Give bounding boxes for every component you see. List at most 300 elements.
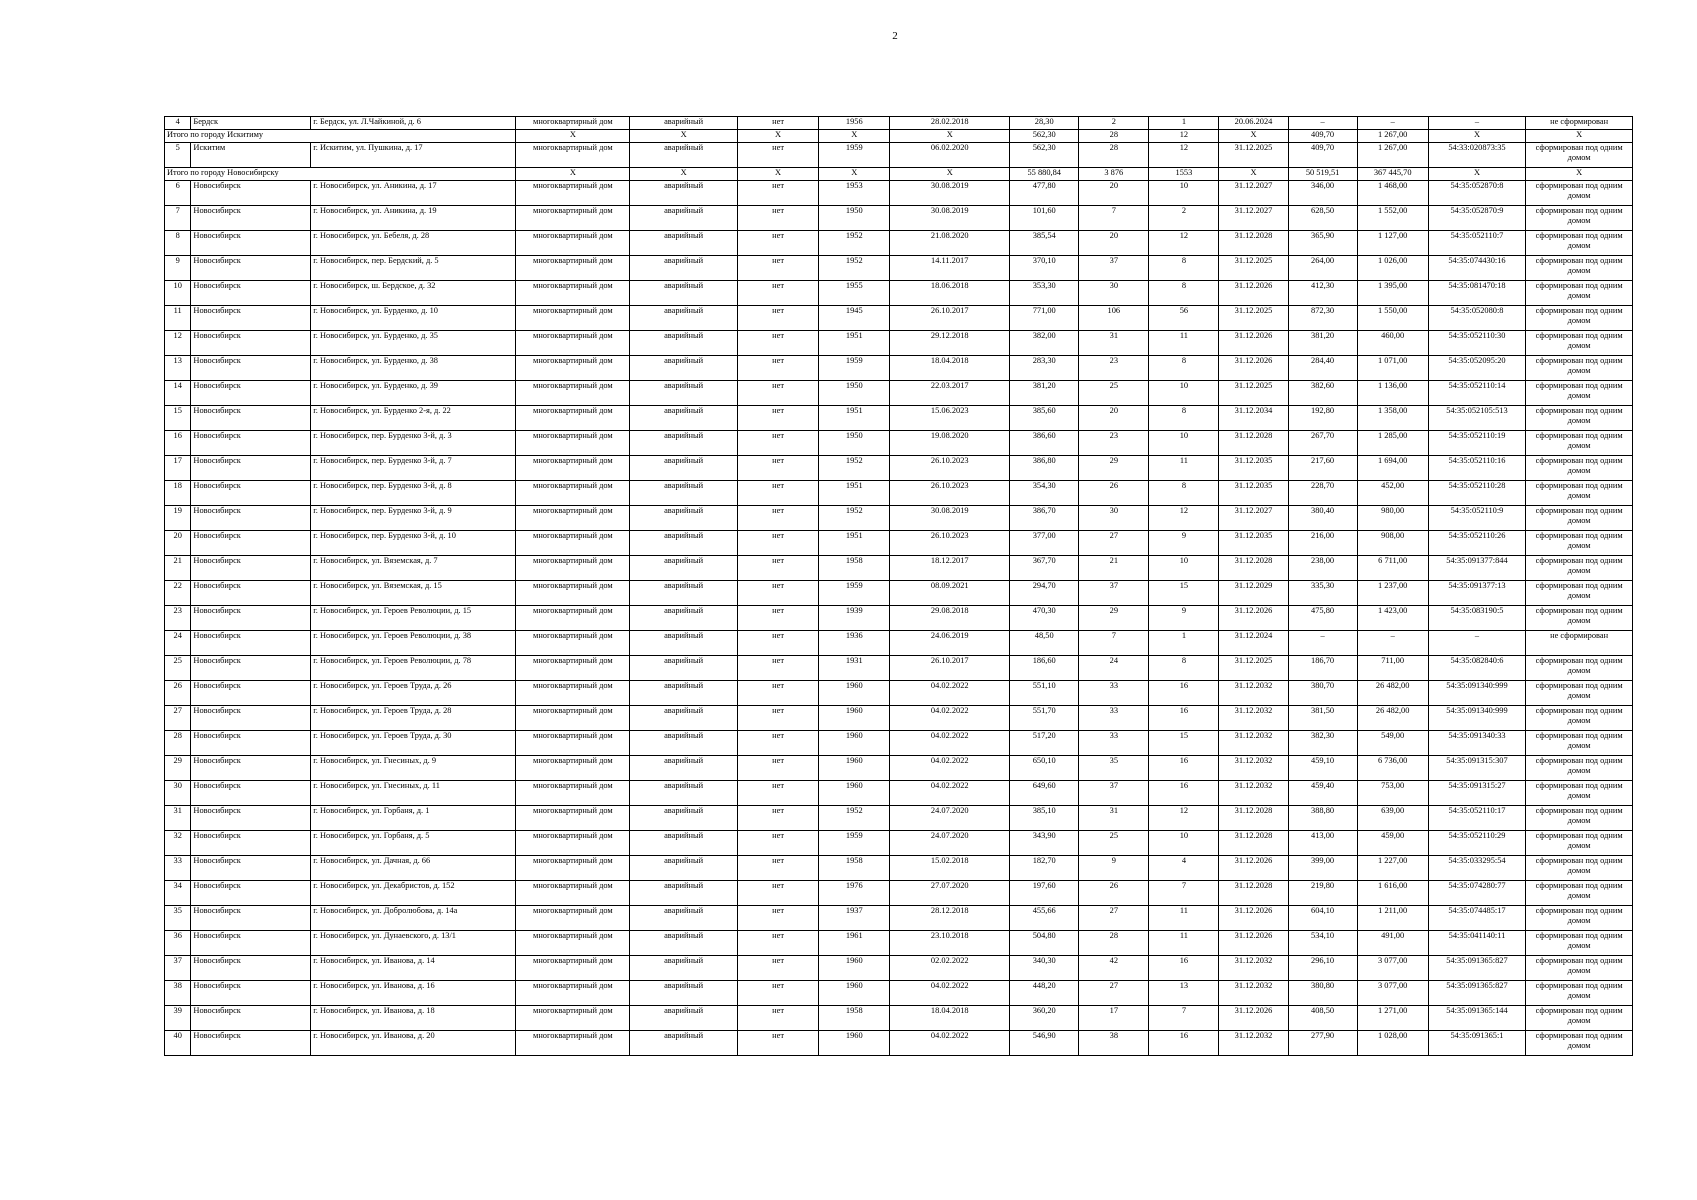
building-type-cell: многоквартирный дом: [516, 331, 630, 356]
value2-cell: 1 395,00: [1357, 281, 1428, 306]
value2-cell: 1 028,00: [1357, 1031, 1428, 1056]
residents-cell: 30: [1079, 281, 1149, 306]
building-type-cell: многоквартирный дом: [516, 431, 630, 456]
flag-cell: нет: [737, 306, 818, 331]
housing-table: [164, 116, 1633, 1056]
cadastral-number-cell: 54:35:052095:20: [1428, 356, 1526, 381]
condition-cell: X: [630, 168, 738, 181]
row-number: 34: [165, 881, 191, 906]
value2-cell: 1 237,00: [1357, 581, 1428, 606]
condition-cell: аварийный: [630, 306, 738, 331]
flag-cell: нет: [737, 981, 818, 1006]
city-cell: Новосибирск: [191, 656, 311, 681]
address-cell: г. Новосибирск, ул. Иванова, д. 18: [311, 1006, 516, 1031]
land-status-cell: сформирован под одним домом: [1526, 531, 1633, 556]
value2-cell: 1 616,00: [1357, 881, 1428, 906]
value2-cell: 1 026,00: [1357, 256, 1428, 281]
city-cell: Новосибирск: [191, 456, 311, 481]
row-number: 39: [165, 1006, 191, 1031]
building-type-cell: многоквартирный дом: [516, 306, 630, 331]
residents-cell: 3 876: [1079, 168, 1149, 181]
flag-cell: нет: [737, 831, 818, 856]
recognition-date-cell: 04.02.2022: [890, 1031, 1010, 1056]
city-cell: Новосибирск: [191, 206, 311, 231]
flag-cell: нет: [737, 356, 818, 381]
apartments-cell: 10: [1149, 831, 1219, 856]
table-row: [165, 256, 1633, 281]
recognition-date-cell: 04.02.2022: [890, 781, 1010, 806]
area-cell: 386,70: [1010, 506, 1079, 531]
area-cell: 649,60: [1010, 781, 1079, 806]
recognition-date-cell: 04.02.2022: [890, 681, 1010, 706]
value1-cell: 459,40: [1288, 781, 1357, 806]
value1-cell: 365,90: [1288, 231, 1357, 256]
land-status-cell: сформирован под одним домом: [1526, 831, 1633, 856]
residents-cell: 24: [1079, 656, 1149, 681]
year-cell: 1951: [819, 481, 890, 506]
land-status-cell: сформирован под одним домом: [1526, 931, 1633, 956]
row-number: 37: [165, 956, 191, 981]
land-status-cell: сформирован под одним домом: [1526, 231, 1633, 256]
apartments-cell: 11: [1149, 931, 1219, 956]
condition-cell: аварийный: [630, 906, 738, 931]
condition-cell: аварийный: [630, 506, 738, 531]
flag-cell: нет: [737, 456, 818, 481]
city-cell: Новосибирск: [191, 531, 311, 556]
cadastral-number-cell: X: [1428, 130, 1526, 143]
flag-cell: нет: [737, 806, 818, 831]
flag-cell: нет: [737, 331, 818, 356]
flag-cell: нет: [737, 606, 818, 631]
row-number: 26: [165, 681, 191, 706]
area-cell: 381,20: [1010, 381, 1079, 406]
land-status-cell: X: [1526, 168, 1633, 181]
building-type-cell: многоквартирный дом: [516, 681, 630, 706]
deadline-cell: 31.12.2032: [1219, 956, 1288, 981]
address-cell: г. Новосибирск, ул. Аникина, д. 17: [311, 181, 516, 206]
residents-cell: 35: [1079, 756, 1149, 781]
recognition-date-cell: 30.08.2019: [890, 506, 1010, 531]
apartments-cell: 9: [1149, 606, 1219, 631]
year-cell: X: [819, 130, 890, 143]
page-number: 2: [892, 30, 898, 42]
residents-cell: 27: [1079, 981, 1149, 1006]
address-cell: г. Новосибирск, ул. Вяземская, д. 15: [311, 581, 516, 606]
residents-cell: 33: [1079, 706, 1149, 731]
address-cell: г. Бердск, ул. Л.Чайкиной, д. 6: [311, 117, 516, 130]
address-cell: г. Новосибирск, пер. Бурденко 3-й, д. 10: [311, 531, 516, 556]
land-status-cell: сформирован под одним домом: [1526, 281, 1633, 306]
address-cell: г. Новосибирск, ул. Дачная, д. 66: [311, 856, 516, 881]
value2-cell: 491,00: [1357, 931, 1428, 956]
land-status-cell: сформирован под одним домом: [1526, 606, 1633, 631]
recognition-date-cell: 18.04.2018: [890, 356, 1010, 381]
flag-cell: нет: [737, 956, 818, 981]
building-type-cell: многоквартирный дом: [516, 506, 630, 531]
area-cell: 197,60: [1010, 881, 1079, 906]
deadline-cell: 31.12.2025: [1219, 381, 1288, 406]
address-cell: г. Новосибирск, ул. Иванова, д. 14: [311, 956, 516, 981]
apartments-cell: 16: [1149, 706, 1219, 731]
value2-cell: 1 285,00: [1357, 431, 1428, 456]
address-cell: г. Новосибирск, ул. Горбаня, д. 5: [311, 831, 516, 856]
value1-cell: –: [1288, 631, 1357, 656]
value1-cell: 381,20: [1288, 331, 1357, 356]
year-cell: 1959: [819, 143, 890, 168]
city-cell: Новосибирск: [191, 906, 311, 931]
area-cell: 182,70: [1010, 856, 1079, 881]
building-type-cell: многоквартирный дом: [516, 731, 630, 756]
apartments-cell: 1: [1149, 117, 1219, 130]
apartments-cell: 13: [1149, 981, 1219, 1006]
subtotal-label: Итого по городу Искитиму: [165, 130, 516, 143]
value1-cell: 346,00: [1288, 181, 1357, 206]
city-cell: Новосибирск: [191, 556, 311, 581]
row-number: 21: [165, 556, 191, 581]
land-status-cell: сформирован под одним домом: [1526, 881, 1633, 906]
city-cell: Искитим: [191, 143, 311, 168]
value1-cell: 604,10: [1288, 906, 1357, 931]
deadline-cell: 31.12.2035: [1219, 481, 1288, 506]
table-row: [165, 756, 1633, 781]
recognition-date-cell: 04.02.2022: [890, 756, 1010, 781]
area-cell: 386,80: [1010, 456, 1079, 481]
value1-cell: 382,30: [1288, 731, 1357, 756]
deadline-cell: 31.12.2032: [1219, 781, 1288, 806]
flag-cell: нет: [737, 1006, 818, 1031]
table-row: [165, 1006, 1633, 1031]
flag-cell: нет: [737, 281, 818, 306]
address-cell: г. Новосибирск, ул. Бурденко, д. 39: [311, 381, 516, 406]
value1-cell: 238,00: [1288, 556, 1357, 581]
deadline-cell: X: [1219, 168, 1288, 181]
land-status-cell: сформирован под одним домом: [1526, 481, 1633, 506]
condition-cell: аварийный: [630, 706, 738, 731]
value1-cell: 381,50: [1288, 706, 1357, 731]
land-status-cell: сформирован под одним домом: [1526, 981, 1633, 1006]
value2-cell: 1 227,00: [1357, 856, 1428, 881]
value2-cell: 980,00: [1357, 506, 1428, 531]
area-cell: 101,60: [1010, 206, 1079, 231]
deadline-cell: 31.12.2028: [1219, 806, 1288, 831]
area-cell: 360,20: [1010, 1006, 1079, 1031]
address-cell: г. Новосибирск, ш. Бердское, д. 32: [311, 281, 516, 306]
residents-cell: 38: [1079, 1031, 1149, 1056]
deadline-cell: 31.12.2025: [1219, 256, 1288, 281]
address-cell: г. Новосибирск, ул. Добролюбова, д. 14а: [311, 906, 516, 931]
apartments-cell: 11: [1149, 906, 1219, 931]
address-cell: г. Новосибирск, ул. Вяземская, д. 7: [311, 556, 516, 581]
row-number: 23: [165, 606, 191, 631]
residents-cell: 7: [1079, 206, 1149, 231]
area-cell: 385,60: [1010, 406, 1079, 431]
area-cell: 283,30: [1010, 356, 1079, 381]
recognition-date-cell: 18.06.2018: [890, 281, 1010, 306]
year-cell: 1959: [819, 831, 890, 856]
recognition-date-cell: 23.10.2018: [890, 931, 1010, 956]
land-status-cell: не сформирован: [1526, 631, 1633, 656]
city-cell: Новосибирск: [191, 281, 311, 306]
cadastral-number-cell: 54:35:033295:54: [1428, 856, 1526, 881]
flag-cell: нет: [737, 731, 818, 756]
cadastral-number-cell: 54:35:052110:29: [1428, 831, 1526, 856]
value2-cell: 1 694,00: [1357, 456, 1428, 481]
row-number: 28: [165, 731, 191, 756]
condition-cell: аварийный: [630, 431, 738, 456]
flag-cell: нет: [737, 906, 818, 931]
land-status-cell: сформирован под одним домом: [1526, 656, 1633, 681]
residents-cell: 29: [1079, 456, 1149, 481]
value2-cell: 1 423,00: [1357, 606, 1428, 631]
recognition-date-cell: 14.11.2017: [890, 256, 1010, 281]
deadline-cell: 31.12.2028: [1219, 556, 1288, 581]
year-cell: 1951: [819, 406, 890, 431]
residents-cell: 7: [1079, 631, 1149, 656]
address-cell: г. Новосибирск, ул. Иванова, д. 16: [311, 981, 516, 1006]
value1-cell: 277,90: [1288, 1031, 1357, 1056]
table-row: [165, 406, 1633, 431]
value2-cell: 1 552,00: [1357, 206, 1428, 231]
address-cell: г. Новосибирск, пер. Бердский, д. 5: [311, 256, 516, 281]
building-type-cell: многоквартирный дом: [516, 631, 630, 656]
row-number: 6: [165, 181, 191, 206]
land-status-cell: сформирован под одним домом: [1526, 143, 1633, 168]
condition-cell: аварийный: [630, 856, 738, 881]
land-status-cell: сформирован под одним домом: [1526, 906, 1633, 931]
address-cell: г. Новосибирск, ул. Героев Революции, д. 15: [311, 606, 516, 631]
table-row: [165, 306, 1633, 331]
recognition-date-cell: 02.02.2022: [890, 956, 1010, 981]
year-cell: 1960: [819, 706, 890, 731]
building-type-cell: многоквартирный дом: [516, 181, 630, 206]
area-cell: 546,90: [1010, 1031, 1079, 1056]
cadastral-number-cell: 54:35:091365:827: [1428, 956, 1526, 981]
row-number: 17: [165, 456, 191, 481]
recognition-date-cell: 26.10.2017: [890, 306, 1010, 331]
deadline-cell: 31.12.2035: [1219, 531, 1288, 556]
table-row: [165, 556, 1633, 581]
apartments-cell: 7: [1149, 881, 1219, 906]
value2-cell: –: [1357, 631, 1428, 656]
recognition-date-cell: X: [890, 130, 1010, 143]
value1-cell: 409,70: [1288, 130, 1357, 143]
recognition-date-cell: 24.07.2020: [890, 831, 1010, 856]
cadastral-number-cell: 54:35:081470:18: [1428, 281, 1526, 306]
apartments-cell: 8: [1149, 656, 1219, 681]
cadastral-number-cell: 54:35:083190:5: [1428, 606, 1526, 631]
deadline-cell: 31.12.2028: [1219, 431, 1288, 456]
year-cell: 1937: [819, 906, 890, 931]
deadline-cell: 31.12.2026: [1219, 931, 1288, 956]
residents-cell: 25: [1079, 831, 1149, 856]
area-cell: 385,10: [1010, 806, 1079, 831]
area-cell: 551,70: [1010, 706, 1079, 731]
row-number: 8: [165, 231, 191, 256]
address-cell: г. Новосибирск, ул. Бурденко, д. 35: [311, 331, 516, 356]
value1-cell: 382,60: [1288, 381, 1357, 406]
area-cell: 294,70: [1010, 581, 1079, 606]
table-body: [165, 117, 1633, 1056]
apartments-cell: 56: [1149, 306, 1219, 331]
city-cell: Бердск: [191, 117, 311, 130]
year-cell: 1931: [819, 656, 890, 681]
cadastral-number-cell: 54:35:052080:8: [1428, 306, 1526, 331]
year-cell: 1950: [819, 206, 890, 231]
building-type-cell: X: [516, 130, 630, 143]
value2-cell: 367 445,70: [1357, 168, 1428, 181]
deadline-cell: 31.12.2035: [1219, 456, 1288, 481]
residents-cell: 28: [1079, 931, 1149, 956]
recognition-date-cell: 28.02.2018: [890, 117, 1010, 130]
table-row: [165, 281, 1633, 306]
deadline-cell: 31.12.2029: [1219, 581, 1288, 606]
condition-cell: аварийный: [630, 756, 738, 781]
land-status-cell: сформирован под одним домом: [1526, 306, 1633, 331]
residents-cell: 20: [1079, 181, 1149, 206]
flag-cell: нет: [737, 1031, 818, 1056]
land-status-cell: сформирован под одним домом: [1526, 331, 1633, 356]
year-cell: 1976: [819, 881, 890, 906]
cadastral-number-cell: 54:35:052110:30: [1428, 331, 1526, 356]
flag-cell: нет: [737, 881, 818, 906]
cadastral-number-cell: 54:35:091340:33: [1428, 731, 1526, 756]
condition-cell: аварийный: [630, 406, 738, 431]
table-row: [165, 531, 1633, 556]
row-number: 18: [165, 481, 191, 506]
year-cell: 1936: [819, 631, 890, 656]
condition-cell: аварийный: [630, 356, 738, 381]
year-cell: 1958: [819, 856, 890, 881]
value2-cell: 452,00: [1357, 481, 1428, 506]
condition-cell: аварийный: [630, 956, 738, 981]
cadastral-number-cell: 54:35:091340:999: [1428, 681, 1526, 706]
condition-cell: аварийный: [630, 781, 738, 806]
value1-cell: 192,80: [1288, 406, 1357, 431]
flag-cell: нет: [737, 231, 818, 256]
year-cell: 1951: [819, 331, 890, 356]
apartments-cell: 16: [1149, 1031, 1219, 1056]
city-cell: Новосибирск: [191, 681, 311, 706]
city-cell: Новосибирск: [191, 931, 311, 956]
building-type-cell: многоквартирный дом: [516, 143, 630, 168]
table-row: [165, 331, 1633, 356]
value2-cell: 1 267,00: [1357, 143, 1428, 168]
table-row: [165, 781, 1633, 806]
area-cell: 48,50: [1010, 631, 1079, 656]
value2-cell: 1 468,00: [1357, 181, 1428, 206]
condition-cell: аварийный: [630, 117, 738, 130]
condition-cell: аварийный: [630, 731, 738, 756]
area-cell: 353,30: [1010, 281, 1079, 306]
row-number: 22: [165, 581, 191, 606]
cadastral-number-cell: 54:35:052110:19: [1428, 431, 1526, 456]
condition-cell: аварийный: [630, 281, 738, 306]
address-cell: г. Новосибирск, ул. Бурденко 2-я, д. 22: [311, 406, 516, 431]
recognition-date-cell: X: [890, 168, 1010, 181]
value1-cell: 872,30: [1288, 306, 1357, 331]
address-cell: г. Новосибирск, ул. Декабристов, д. 152: [311, 881, 516, 906]
residents-cell: 9: [1079, 856, 1149, 881]
recognition-date-cell: 24.07.2020: [890, 806, 1010, 831]
condition-cell: аварийный: [630, 381, 738, 406]
value1-cell: 399,00: [1288, 856, 1357, 881]
deadline-cell: 31.12.2032: [1219, 1031, 1288, 1056]
recognition-date-cell: 26.10.2023: [890, 456, 1010, 481]
land-status-cell: сформирован под одним домом: [1526, 681, 1633, 706]
cadastral-number-cell: X: [1428, 168, 1526, 181]
flag-cell: нет: [737, 481, 818, 506]
residents-cell: 33: [1079, 681, 1149, 706]
flag-cell: нет: [737, 181, 818, 206]
apartments-cell: 1553: [1149, 168, 1219, 181]
city-cell: Новосибирск: [191, 881, 311, 906]
flag-cell: нет: [737, 856, 818, 881]
row-number: 35: [165, 906, 191, 931]
deadline-cell: 31.12.2026: [1219, 356, 1288, 381]
apartments-cell: 10: [1149, 556, 1219, 581]
building-type-cell: многоквартирный дом: [516, 256, 630, 281]
residents-cell: 28: [1079, 130, 1149, 143]
residents-cell: 31: [1079, 331, 1149, 356]
land-status-cell: сформирован под одним домом: [1526, 581, 1633, 606]
row-number: 25: [165, 656, 191, 681]
year-cell: 1939: [819, 606, 890, 631]
residents-cell: 26: [1079, 481, 1149, 506]
land-status-cell: сформирован под одним домом: [1526, 956, 1633, 981]
address-cell: г. Новосибирск, пер. Бурденко 3-й, д. 3: [311, 431, 516, 456]
table-row: [165, 881, 1633, 906]
value2-cell: 6 736,00: [1357, 756, 1428, 781]
building-type-cell: многоквартирный дом: [516, 456, 630, 481]
building-type-cell: многоквартирный дом: [516, 556, 630, 581]
building-type-cell: многоквартирный дом: [516, 781, 630, 806]
condition-cell: аварийный: [630, 831, 738, 856]
cadastral-number-cell: 54:35:091340:999: [1428, 706, 1526, 731]
table-row: [165, 806, 1633, 831]
flag-cell: нет: [737, 631, 818, 656]
table-row: [165, 206, 1633, 231]
building-type-cell: многоквартирный дом: [516, 206, 630, 231]
condition-cell: аварийный: [630, 206, 738, 231]
deadline-cell: 31.12.2024: [1219, 631, 1288, 656]
residents-cell: 106: [1079, 306, 1149, 331]
land-status-cell: сформирован под одним домом: [1526, 181, 1633, 206]
apartments-cell: 16: [1149, 956, 1219, 981]
flag-cell: нет: [737, 506, 818, 531]
land-status-cell: сформирован под одним домом: [1526, 256, 1633, 281]
apartments-cell: 16: [1149, 756, 1219, 781]
land-status-cell: сформирован под одним домом: [1526, 506, 1633, 531]
address-cell: г. Новосибирск, ул. Гнесиных, д. 9: [311, 756, 516, 781]
land-status-cell: сформирован под одним домом: [1526, 706, 1633, 731]
city-cell: Новосибирск: [191, 606, 311, 631]
flag-cell: нет: [737, 781, 818, 806]
land-status-cell: сформирован под одним домом: [1526, 1031, 1633, 1056]
residents-cell: 37: [1079, 781, 1149, 806]
cadastral-number-cell: 54:35:074485:17: [1428, 906, 1526, 931]
cadastral-number-cell: 54:35:091377:13: [1428, 581, 1526, 606]
value1-cell: 408,50: [1288, 1006, 1357, 1031]
row-number: 27: [165, 706, 191, 731]
residents-cell: 33: [1079, 731, 1149, 756]
year-cell: 1951: [819, 531, 890, 556]
value1-cell: 534,10: [1288, 931, 1357, 956]
row-number: 11: [165, 306, 191, 331]
table-row: [165, 931, 1633, 956]
residents-cell: 20: [1079, 231, 1149, 256]
recognition-date-cell: 04.02.2022: [890, 706, 1010, 731]
area-cell: 562,30: [1010, 143, 1079, 168]
